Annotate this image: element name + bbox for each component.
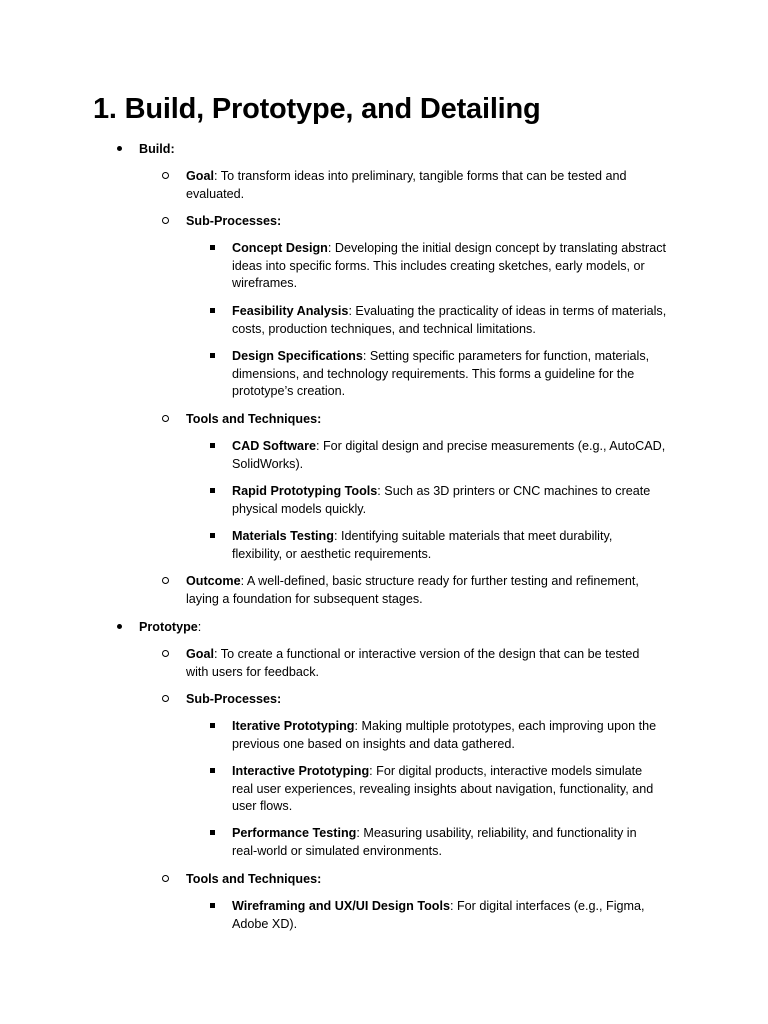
square-bullet-icon: [205, 825, 219, 843]
item-label: Iterative Prototyping: [232, 719, 355, 733]
build-item: [139, 141, 175, 159]
item-text: prototype’s creation.: [232, 384, 346, 399]
item-label: Design Specifications: [232, 349, 363, 363]
build-goal-label: Goal: [186, 169, 214, 183]
build-outcome-text: : A well-defined, basic structure ready for further testing and refinement,: [240, 574, 639, 588]
prototype-tools-label: Tools and Techniques:: [186, 872, 322, 886]
item-text: costs, production techniques, and technical limitations.: [232, 321, 536, 336]
item-label: Materials Testing: [232, 529, 334, 543]
circle-bullet-icon: [158, 871, 172, 889]
prototype-goal-text: with users for feedback.: [186, 664, 319, 679]
item-text: real user experiences, revealing insights about navigation, functionality, and: [232, 781, 654, 796]
item-text: : Developing the initial design concept by translating abstract: [327, 241, 667, 255]
item-text: : Making multiple prototypes, each improving upon the: [354, 719, 657, 733]
prototype-goal-text: : To create a functional or interactive version of the design that can be tested: [214, 647, 640, 661]
item-text: dimensions, and technology requirements. This forms a guideline for the: [232, 366, 635, 381]
square-bullet-icon: [205, 240, 219, 258]
circle-bullet-icon: [158, 168, 172, 186]
item-text: : Setting specific parameters for function, materials,: [362, 349, 650, 363]
build-goal: [186, 168, 627, 203]
build-title: Build: [139, 142, 171, 156]
prototype-goal: [186, 646, 639, 681]
item-label: Performance Testing: [232, 826, 357, 840]
build-tools-heading: [186, 411, 321, 429]
item-text: Adobe XD).: [232, 916, 298, 931]
square-bullet-icon: [205, 528, 219, 546]
list-item: [232, 303, 666, 338]
prototype-colon: :: [197, 620, 202, 634]
item-text: : Such as 3D printers or CNC machines to create: [377, 484, 651, 498]
build-tools-label: Tools and Techniques:: [186, 412, 322, 426]
item-label: Interactive Prototyping: [232, 764, 370, 778]
build-outcome-label: Outcome: [186, 574, 241, 588]
item-text: user flows.: [232, 799, 293, 814]
list-item: [232, 763, 653, 816]
list-item: [232, 528, 612, 563]
disc-bullet-icon: [112, 619, 126, 637]
circle-bullet-icon: [158, 213, 172, 231]
item-label: Concept Design: [232, 241, 328, 255]
circle-bullet-icon: [158, 573, 172, 591]
item-text: : Measuring usability, reliability, and functionality in: [356, 826, 637, 840]
section-heading: 1. Build, Prototype, and Detailing: [93, 93, 541, 125]
item-text: flexibility, or aesthetic requirements.: [232, 546, 432, 561]
circle-bullet-icon: [158, 646, 172, 664]
disc-bullet-icon: [112, 141, 126, 159]
circle-bullet-icon: [158, 691, 172, 709]
item-text: : Identifying suitable materials that meet durability,: [333, 529, 613, 543]
prototype-item: [139, 619, 201, 637]
square-bullet-icon: [205, 763, 219, 781]
prototype-tools-heading: [186, 871, 321, 889]
square-bullet-icon: [205, 438, 219, 456]
build-goal-text: : To transform ideas into preliminary, tangible forms that can be tested and: [214, 169, 627, 183]
item-label: Wireframing and UX/UI Design Tools: [232, 899, 450, 913]
build-sub-processes-heading: [186, 213, 281, 231]
list-item: [232, 483, 650, 518]
square-bullet-icon: [205, 898, 219, 916]
list-item: [232, 718, 656, 753]
list-item: [232, 240, 666, 293]
list-item: [232, 825, 637, 860]
build-sub-processes-label: Sub-Processes:: [186, 214, 282, 228]
prototype-goal-label: Goal: [186, 647, 214, 661]
item-text: SolidWorks).: [232, 456, 304, 471]
item-text: : For digital interfaces (e.g., Figma,: [449, 899, 645, 913]
build-outcome-text: laying a foundation for subsequent stages.: [186, 591, 423, 606]
item-text: real-world or simulated environments.: [232, 843, 442, 858]
build-colon: :: [170, 142, 175, 156]
square-bullet-icon: [205, 718, 219, 736]
square-bullet-icon: [205, 303, 219, 321]
item-label: Feasibility Analysis: [232, 304, 349, 318]
prototype-sub-processes-heading: [186, 691, 281, 709]
list-item: [232, 898, 645, 933]
build-outcome: [186, 573, 639, 608]
item-text: physical models quickly.: [232, 501, 367, 516]
circle-bullet-icon: [158, 411, 172, 429]
item-text: : Evaluating the practicality of ideas in terms of materials,: [348, 304, 667, 318]
item-text: previous one based on insights and data gathered.: [232, 736, 515, 751]
item-text: ideas into specific forms. This includes creating sketches, early models, or: [232, 258, 645, 273]
build-goal-text: evaluated.: [186, 186, 245, 201]
prototype-title: Prototype: [139, 620, 198, 634]
list-item: [232, 348, 649, 401]
item-text: : For digital products, interactive models simulate: [369, 764, 643, 778]
square-bullet-icon: [205, 348, 219, 366]
item-text: : For digital design and precise measurements (e.g., AutoCAD,: [315, 439, 666, 453]
item-text: wireframes.: [232, 276, 298, 291]
item-label: Rapid Prototyping Tools: [232, 484, 378, 498]
list-item: [232, 438, 665, 473]
item-label: CAD Software: [232, 439, 316, 453]
square-bullet-icon: [205, 483, 219, 501]
prototype-sub-processes-label: Sub-Processes:: [186, 692, 282, 706]
